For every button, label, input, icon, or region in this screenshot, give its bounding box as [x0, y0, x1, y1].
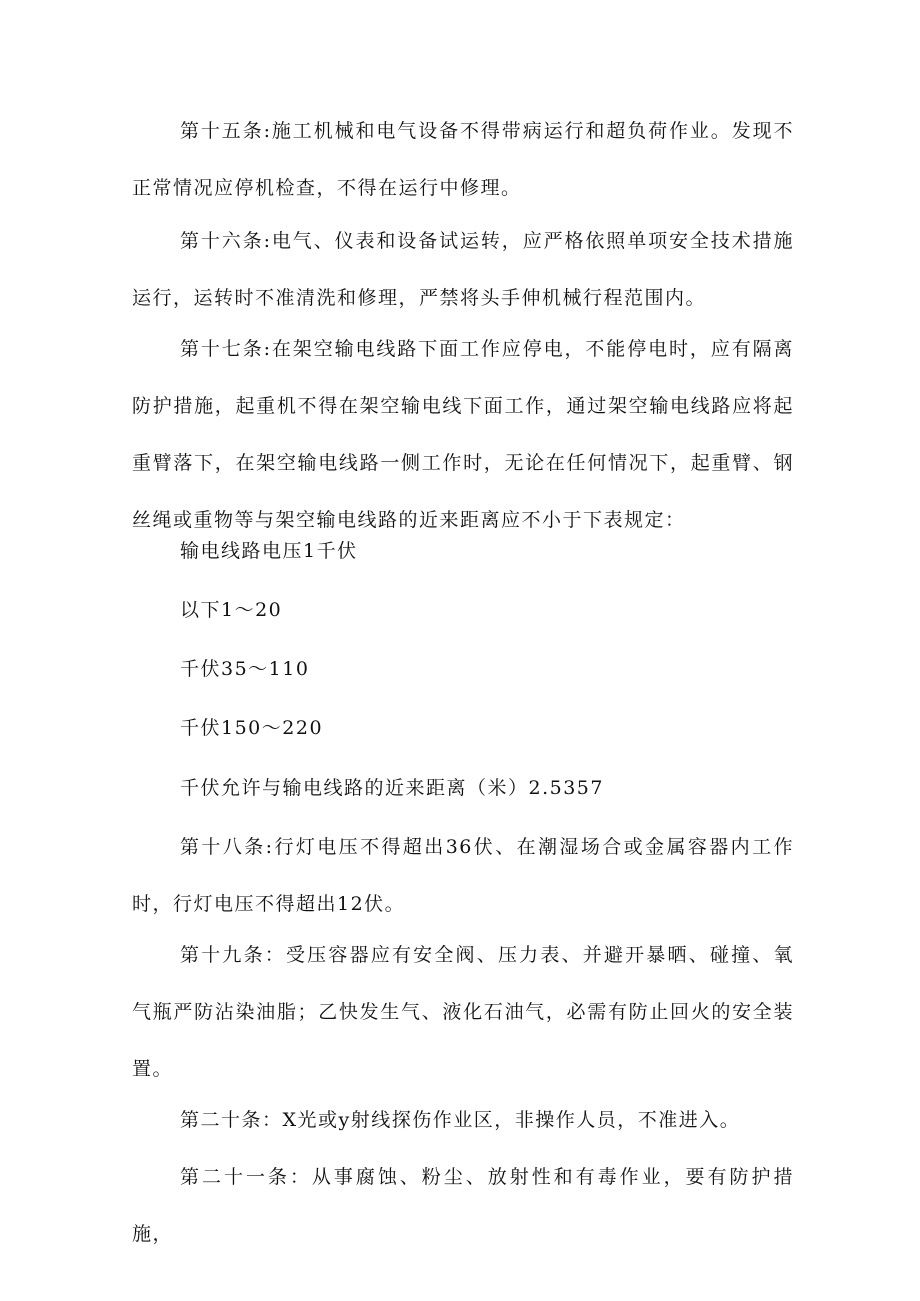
- article-17: 第十七条:在架空输电线路下面工作应停电，不能停电时，应有隔离防护措施，起重机不得在架空输电线下面工作，通过架空输电线路应将起重臂落下，在架空输电线路一侧工作时，无论在任何情况下，起重臂、钢丝绳或重物等与架空输电线路的近来距离应不小于下表规定：: [132, 338, 794, 531]
- article-19: 第十九条：受压容器应有安全阀、压力表、并避开暴晒、碰撞、氧气瓶严防沾染油脂；乙快发生气、液化石油气，必需有防止回火的安全装置。: [132, 944, 794, 1080]
- article-15: 第十五条:施工机械和电气设备不得带病运行和超负荷作业。发现不正常情况应停机检查，不得在运行中修理。: [132, 120, 794, 199]
- table-row-range-2: 千伏35～110: [180, 658, 310, 680]
- article-21: 第二十一条：从事腐蚀、粉尘、放射性和有毒作业，要有防护措施，: [132, 1166, 794, 1245]
- table-row-voltage-header: 输电线路电压1千伏: [180, 540, 358, 562]
- table-row-range-1: 以下1～20: [180, 599, 283, 621]
- table-row-range-3: 千伏150～220: [180, 717, 324, 739]
- table-row-distance: 千伏允许与输电线路的近来距离（米）2.5357: [180, 777, 604, 799]
- article-18: 第十八条:行灯电压不得超出36伏、在潮湿场合或金属容器内工作时，行灯电压不得超出12伏。: [132, 836, 794, 915]
- article-16: 第十六条:电气、仪表和设备试运转，应严格依照单项安全技术措施运行，运转时不准清洗和修理，严禁将头手伸机械行程范围内。: [132, 230, 794, 309]
- article-20: 第二十条：X光或y射线探伤作业区，非操作人员，不准进入。: [180, 1109, 741, 1131]
